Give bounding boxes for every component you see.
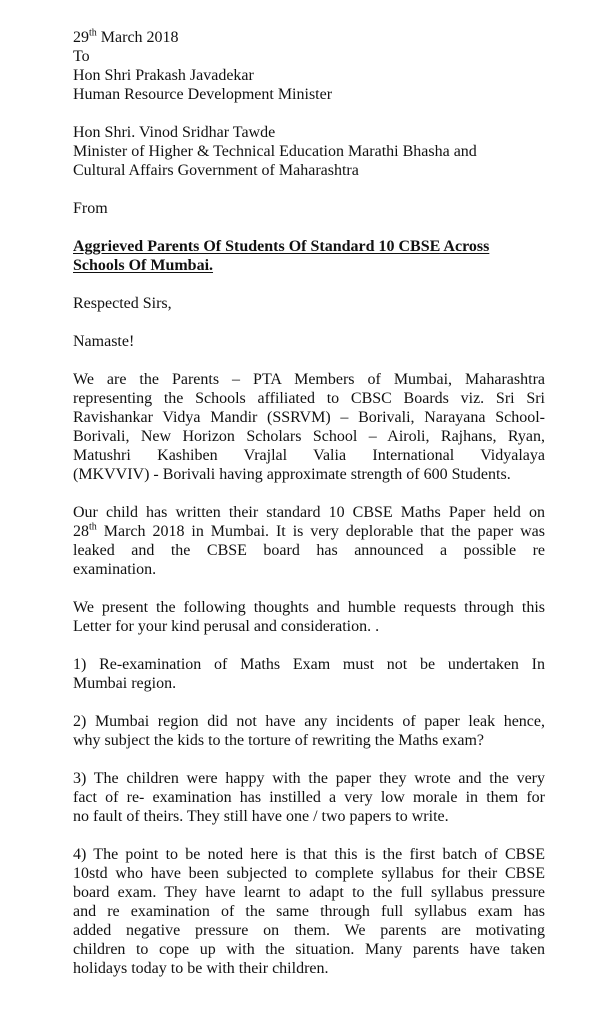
salutation: Respected Sirs, (73, 295, 172, 312)
letter-date: 29th March 2018 (73, 27, 179, 46)
point-1 (73, 655, 545, 693)
point4-line: added negative pressure on them. We parents are motivating (73, 922, 545, 939)
point4-line: board exam. They have learnt to adapt to the full syllabus pressure (73, 884, 545, 901)
point4-line: 4) The point to be noted here is that this is the first batch of CBSE (73, 846, 545, 863)
from-label: From (73, 200, 108, 217)
paragraph-introduction (73, 370, 545, 484)
point-2 (73, 712, 545, 750)
point4-line: holidays today to be with their children. (73, 960, 329, 977)
point-3 (73, 769, 545, 826)
greeting: Namaste! (73, 333, 135, 350)
para1-line: Matushri Kashiben Vrajlal Valia International Vidyalaya (73, 447, 545, 464)
point-4 (73, 845, 545, 978)
para1-line: Borivali, New Horizon Scholars School – Airoli, Rajhans, Ryan, (73, 428, 545, 445)
para1-line: We are the Parents – PTA Members of Mumbai, Maharashtra (73, 371, 545, 388)
para2-line: leaked and the CBSE board has announced a possible re (73, 542, 545, 559)
point4-line: 10std who have been subjected to complete syllabus for their CBSE (73, 865, 545, 882)
point1-line: Mumbai region. (73, 675, 177, 692)
point3-line: fact of re- examination has instilled a very low morale in them for (73, 789, 545, 806)
paragraph-requests-intro (73, 598, 545, 636)
to-label: To (73, 48, 90, 65)
subject-line2: Schools Of Mumbai. (73, 257, 214, 274)
para2-line-with-date: 28th March 2018 in Mumbai. It is very deplorable that the paper was (73, 521, 545, 540)
point1-line: 1) Re-examination of Maths Exam must not be undertaken In (73, 656, 545, 673)
para3-line: Letter for your kind perusal and consideration. . (73, 618, 380, 635)
para1-line: representing the Schools affiliated to CBSC Boards viz. Sri Sri (73, 390, 545, 407)
subject-line1: Aggrieved Parents Of Students Of Standard 10 CBSE Across (73, 238, 490, 255)
date-suffix: th (89, 27, 97, 39)
point3-line: 3) The children were happy with the paper they wrote and the very (73, 770, 545, 787)
recipient2-title-line2: Cultural Affairs Government of Maharashtra (73, 162, 359, 179)
point4-line: children to cope up with the situation. Many parents have taken (73, 941, 545, 958)
recipient1-name: Hon Shri Prakash Javadekar (73, 67, 254, 84)
subject-heading (73, 237, 545, 275)
para2-line: Our child has written their standard 10 CBSE Maths Paper held on (73, 504, 545, 521)
point3-line: no fault of theirs. They still have one / two papers to write. (73, 808, 449, 825)
letter-page (73, 28, 545, 978)
recipient1-title: Human Resource Development Minister (73, 86, 333, 103)
paragraph-paper-leak (73, 503, 545, 579)
recipient2-name: Hon Shri. Vinod Sridhar Tawde (73, 124, 276, 141)
point2-line: why subject the kids to the torture of rewriting the Maths exam? (73, 732, 485, 749)
point2-line: 2) Mumbai region did not have any incidents of paper leak hence, (73, 713, 545, 730)
para3-line: We present the following thoughts and humble requests through this (73, 599, 545, 616)
para2-line: examination. (73, 561, 157, 578)
point4-line: and re examination of the same through full syllabus exam has (73, 903, 545, 920)
para1-line: (MKVVIV) - Borivali having approximate strength of 600 Students. (73, 466, 511, 483)
para1-line: Ravishankar Vidya Mandir (SSRVM) – Borivali, Narayana School- (73, 409, 545, 426)
recipient2-title-line1: Minister of Higher & Technical Education Marathi Bhasha and (73, 143, 477, 160)
